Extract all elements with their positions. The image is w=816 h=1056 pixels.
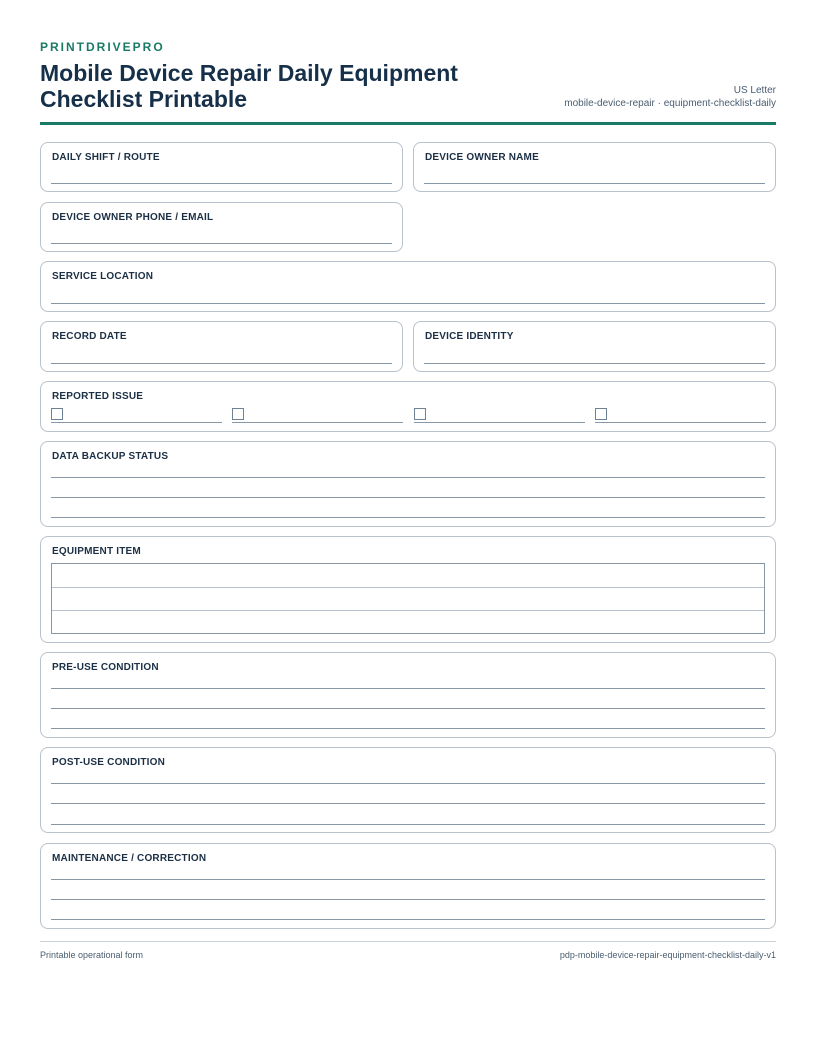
reported-issue-field xyxy=(40,381,776,432)
equipment-item-label: EQUIPMENT ITEM xyxy=(52,546,141,557)
reported-issue-label: REPORTED ISSUE xyxy=(52,391,144,402)
brand-name: PRINTDRIVEPRO xyxy=(40,40,165,54)
form-slug: mobile-device-repair · equipment-checklist-daily xyxy=(564,98,776,109)
issue-option-3[interactable] xyxy=(414,408,585,423)
data-backup-field[interactable] xyxy=(40,441,776,527)
data-backup-line-1[interactable] xyxy=(51,477,765,478)
service-location-line[interactable] xyxy=(51,303,765,304)
owner-contact-field[interactable] xyxy=(40,202,403,252)
page-title: Mobile Device Repair Daily Equipment Checklist Printable xyxy=(40,60,458,112)
form-page xyxy=(40,0,776,1056)
issue-line-3[interactable] xyxy=(414,422,585,423)
footer-rule xyxy=(40,941,776,942)
maintenance-label: MAINTENANCE / CORRECTION xyxy=(52,853,207,864)
maintenance-line-2[interactable] xyxy=(51,899,765,900)
service-location-label: SERVICE LOCATION xyxy=(52,271,154,282)
header-rule xyxy=(40,122,776,125)
equipment-item-field xyxy=(40,536,776,643)
owner-contact-line[interactable] xyxy=(51,243,392,244)
pre-use-label: PRE-USE CONDITION xyxy=(52,662,159,673)
footer-form-id: pdp-mobile-device-repair-equipment-checklist-daily-v1 xyxy=(559,950,776,960)
issue-checkbox-4[interactable] xyxy=(595,408,607,420)
issue-line-4[interactable] xyxy=(595,422,766,423)
device-identity-line[interactable] xyxy=(424,363,765,364)
paper-size: US Letter xyxy=(733,85,776,96)
owner-name-line[interactable] xyxy=(424,183,765,184)
table-row-divider xyxy=(52,610,764,611)
issue-option-1[interactable] xyxy=(51,408,222,423)
post-use-line-1[interactable] xyxy=(51,783,765,784)
data-backup-line-3[interactable] xyxy=(51,517,765,518)
shift-route-field[interactable] xyxy=(40,142,403,192)
data-backup-line-2[interactable] xyxy=(51,497,765,498)
maintenance-field[interactable] xyxy=(40,843,776,929)
pre-use-line-2[interactable] xyxy=(51,708,765,709)
issue-checkbox-1[interactable] xyxy=(51,408,63,420)
maintenance-line-1[interactable] xyxy=(51,879,765,880)
shift-route-label: DAILY SHIFT / ROUTE xyxy=(52,152,160,163)
page-meta xyxy=(564,84,776,110)
pre-use-line-3[interactable] xyxy=(51,728,765,729)
service-location-field[interactable] xyxy=(40,261,776,312)
device-identity-label: DEVICE IDENTITY xyxy=(425,331,514,342)
issue-option-2[interactable] xyxy=(232,408,403,423)
record-date-field[interactable] xyxy=(40,321,403,372)
issue-checkbox-2[interactable] xyxy=(232,408,244,420)
issue-line-1[interactable] xyxy=(51,422,222,423)
post-use-label: POST-USE CONDITION xyxy=(52,757,166,768)
owner-contact-label: DEVICE OWNER PHONE / EMAIL xyxy=(52,212,214,223)
pre-use-line-1[interactable] xyxy=(51,688,765,689)
owner-name-label: DEVICE OWNER NAME xyxy=(425,152,539,163)
equipment-item-table[interactable] xyxy=(51,563,765,634)
footer-caption: Printable operational form xyxy=(40,950,144,960)
post-use-field[interactable] xyxy=(40,747,776,833)
record-date-line[interactable] xyxy=(51,363,392,364)
device-identity-field[interactable] xyxy=(413,321,776,372)
post-use-line-3[interactable] xyxy=(51,824,765,825)
issue-option-4[interactable] xyxy=(595,408,766,423)
table-row-divider xyxy=(52,587,764,588)
maintenance-line-3[interactable] xyxy=(51,919,765,920)
data-backup-label: DATA BACKUP STATUS xyxy=(52,451,169,462)
issue-line-2[interactable] xyxy=(232,422,403,423)
pre-use-field[interactable] xyxy=(40,652,776,738)
post-use-line-2[interactable] xyxy=(51,803,765,804)
record-date-label: RECORD DATE xyxy=(52,331,127,342)
issue-checkbox-3[interactable] xyxy=(414,408,426,420)
shift-route-line[interactable] xyxy=(51,183,392,184)
owner-name-field[interactable] xyxy=(413,142,776,192)
